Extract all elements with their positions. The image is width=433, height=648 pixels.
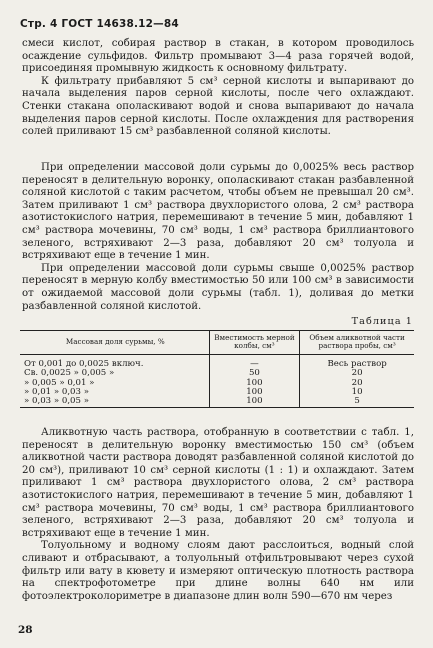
paragraph: Толуольному и водному слоям дают расслоиться, водный слой сливают и отбрасывают, а толуольный отфильтровывают через сухой фильтр или вату в кювету и измеряют оптическую плотность раствора на спектрофотометре при длине волны 640 нм или фотоэлектроколориметре в диапазоне длин волн 590—670 нм через	[22, 540, 414, 602]
cell-aliquot: 5	[300, 397, 414, 407]
paragraph: К фильтрату прибавляют 5 см³ серной кислоты и выпаривают до начала выделения паров серной кислоты, после чего охлаждают. Стенки стакана ополаскивают водой и снова выпаривают до начала выделения паров серной кислоты. После охлаждения для растворения солей приливают 15 см³ разбавленной соляной кислоты.	[22, 75, 414, 138]
antimony-table	[20, 330, 414, 408]
cell-aliquot: Весь раствор	[300, 354, 414, 369]
cell-range: От 0,001 до 0,0025 включ.	[24, 358, 144, 369]
column-header-flask: Вместимость мерной колбы, см³	[209, 331, 300, 355]
cell-flask: 100	[209, 397, 300, 407]
column-header-aliquot: Объем аликвотной части раствора пробы, см³	[300, 331, 414, 355]
cell-range: » 0,03 » 0,05 »	[20, 397, 209, 407]
cell-flask: 100	[209, 379, 300, 388]
intro-text	[22, 38, 414, 139]
table-caption: Таблица 1	[351, 316, 413, 327]
cell-range: » 0,005 » 0,01 »	[24, 377, 95, 388]
procedure-text	[22, 162, 414, 313]
paragraph: Аликвотную часть раствора, отобранную в соответствии с табл. 1, переносят в делительную воронку вместимостью 150 см³ (объем аликвотной части раствора доводят разбавленной соляной кислотой до 20 см³), приливают 10 см³ серной кислоты (1 : 1) и охлаждают. Затем приливают 1 см³ раствора двухлористого олова, 2 см³ раствора азотистокислого натрия, перемешивают в течение 5 мин, добавляют 1 см³ раствора мочевины, 70 см³ воды, 1 см³ раствора бриллиантового зеленого, встряхивают 2—3 раза, добавляют 20 см³ толуола и встряхивают еще в течение 1 мин.	[22, 427, 414, 539]
cell-flask: 50	[209, 369, 300, 378]
paragraph: При определении массовой доли сурьмы свыше 0,0025% раствор переносят в мерную колбу вместимостью 50 или 100 см³ в зависимости от ожидаемой массовой доли сурьмы (табл. 1), доливая до метки разбавленной соляной кислотой.	[22, 262, 414, 312]
page-number: 28	[18, 624, 33, 636]
measurement-text	[22, 427, 414, 603]
cell-flask: —	[209, 354, 300, 369]
page-header: Стр. 4 ГОСТ 14638.12—84	[20, 18, 179, 30]
cell-range: Св. 0,0025 » 0,005 »	[24, 368, 115, 379]
paragraph: смеси кислот, собирая раствор в стакан, в котором проводилось осаждение сульфидов. Фильтр промывают 3—4 раза горячей водой, присоединяя промывную жидкость к основному фильтрату.	[22, 38, 414, 75]
cell-range: » 0,01 » 0,03 »	[24, 387, 89, 398]
cell-aliquot: 10	[300, 388, 414, 397]
paragraph: При определении массовой доли сурьмы до 0,0025% весь раствор переносят в делительную воронку, ополаскивают стакан разбавленной соляной кислотой с таким расчетом, чтобы объем не превышал 20 см³. Затем приливают 1 см³ раствора двухлористого олова, 2 см³ раствора азотистокислого натрия, перемешивают в течение 5 мин, добавляют 1 см³ раствора мочевины, 70 см³ воды, 1 см³ раствора бриллиантового зеленого, встряхивают 2—3 раза, добавляют 20 см³ толуола и встряхивают еще в течение 1 мин.	[22, 162, 414, 262]
cell-flask: 100	[209, 388, 300, 397]
table-row	[20, 397, 414, 407]
column-header-fraction: Массовая доля сурьмы, %	[20, 331, 209, 355]
cell-aliquot: 20	[300, 379, 414, 388]
cell-aliquot: 20	[300, 369, 414, 378]
table-row	[20, 354, 414, 369]
